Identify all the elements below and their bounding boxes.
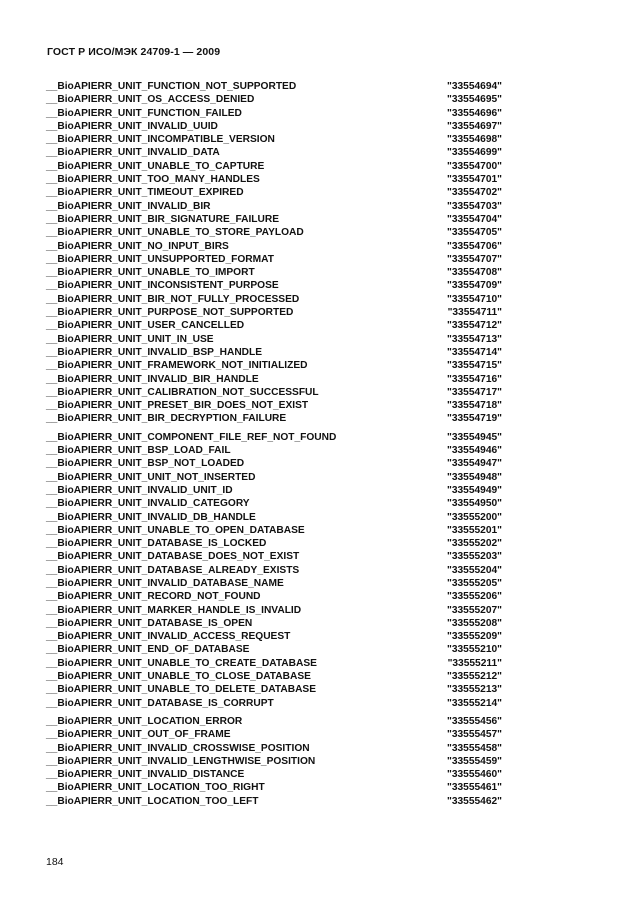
error-code-name: __BioAPIERR_UNIT_DATABASE_IS_OPEN [46,617,253,629]
error-code-value: "33554704" [447,213,502,225]
error-code-value: "33554701" [447,174,502,186]
error-code-name: __BioAPIERR_UNIT_UNIT_IN_USE [46,333,214,345]
error-code-row [46,781,502,794]
error-code-row [46,768,502,781]
error-code-value: "33554719" [447,413,502,425]
error-code-row [46,373,502,386]
error-code-value: "33555458" [447,742,502,754]
error-code-value: "33555204" [447,564,502,576]
error-code-name: __BioAPIERR_UNIT_FUNCTION_FAILED [46,107,242,119]
error-code-value: "33554707" [447,253,502,265]
error-code-name: __BioAPIERR_UNIT_INVALID_UNIT_ID [46,484,233,496]
error-code-value: "33555460" [447,769,502,781]
error-code-group [46,80,502,426]
error-code-row [46,457,502,470]
error-code-row [46,497,502,510]
error-code-value: "33554711" [447,307,502,319]
error-code-row [46,484,502,497]
error-code-value: "33554950" [447,498,502,510]
error-code-name: __BioAPIERR_UNIT_DATABASE_IS_LOCKED [46,538,267,550]
error-code-row [46,670,502,683]
error-code-name: __BioAPIERR_UNIT_BIR_SIGNATURE_FAILURE [46,213,280,225]
error-code-row [46,577,502,590]
error-code-name: __BioAPIERR_UNIT_LOCATION_ERROR [46,715,243,727]
error-code-name: __BioAPIERR_UNIT_INCOMPATIBLE_VERSION [46,134,275,146]
error-code-value: "33554718" [447,400,502,412]
error-code-row [46,630,502,643]
error-code-row [46,319,502,332]
error-code-name: __BioAPIERR_UNIT_UNABLE_TO_CREATE_DATABASE [46,657,317,669]
error-code-row [46,471,502,484]
page-number: 184 [46,856,64,868]
error-code-value: "33555201" [447,524,502,536]
error-code-name: __BioAPIERR_UNIT_UNIT_NOT_INSERTED [46,471,256,483]
error-code-row [46,399,502,412]
error-code-row [46,742,502,755]
error-code-name: __BioAPIERR_UNIT_RECORD_NOT_FOUND [46,591,261,603]
error-code-value: "33554706" [447,240,502,252]
error-code-row [46,795,502,808]
error-code-value: "33554697" [447,120,502,132]
error-code-value: "33554703" [447,200,502,212]
error-code-name: __BioAPIERR_UNIT_FUNCTION_NOT_SUPPORTED [46,81,297,92]
error-code-value: "33555206" [447,591,502,603]
error-code-name: __BioAPIERR_UNIT_INVALID_CROSSWISE_POSITION [46,742,310,754]
error-code-row [46,444,502,457]
error-code-row [46,550,502,563]
error-code-name: __BioAPIERR_UNIT_END_OF_DATABASE [46,644,250,656]
error-code-value: "33554708" [447,267,502,279]
error-code-name: __BioAPIERR_UNIT_INVALID_BSP_HANDLE [46,346,263,358]
error-code-value: "33554945" [447,431,502,443]
error-code-name: __BioAPIERR_UNIT_INVALID_CATEGORY [46,498,250,510]
error-code-name: __BioAPIERR_UNIT_INCONSISTENT_PURPOSE [46,280,279,292]
error-code-row [46,617,502,630]
error-code-value: "33555462" [447,795,502,807]
error-code-row [46,306,502,319]
error-code-group [46,715,502,808]
error-code-value: "33554946" [447,445,502,457]
error-code-row [46,511,502,524]
error-code-name: __BioAPIERR_UNIT_INVALID_LENGTHWISE_POSITION [46,755,316,767]
error-code-value: "33555205" [447,577,502,589]
error-code-row [46,524,502,537]
error-code-name: __BioAPIERR_UNIT_DATABASE_DOES_NOT_EXIST [46,551,300,563]
error-code-row [46,279,502,292]
error-code-row [46,186,502,199]
error-code-name: __BioAPIERR_UNIT_INVALID_DB_HANDLE [46,511,256,523]
error-code-value: "33554700" [447,160,502,172]
error-code-value: "33555203" [447,551,502,563]
error-code-row [46,213,502,226]
error-code-name: __BioAPIERR_UNIT_TOO_MANY_HANDLES [46,174,260,186]
error-code-value: "33554698" [447,134,502,146]
error-code-name: __BioAPIERR_UNIT_CALIBRATION_NOT_SUCCESSFUL [46,386,319,398]
error-code-name: __BioAPIERR_UNIT_OS_ACCESS_DENIED [46,94,255,106]
error-code-value: "33554694" [447,81,502,92]
error-code-name: __BioAPIERR_UNIT_BSP_NOT_LOADED [46,458,245,470]
error-code-value: "33555200" [447,511,502,523]
error-code-row [46,173,502,186]
error-code-name: __BioAPIERR_UNIT_UNABLE_TO_CAPTURE [46,160,265,172]
error-code-row [46,590,502,603]
error-code-value: "33555210" [447,644,502,656]
error-code-value: "33554702" [447,187,502,199]
error-code-row [46,728,502,741]
error-code-name: __BioAPIERR_UNIT_DATABASE_ALREADY_EXISTS [46,564,300,576]
error-code-row [46,160,502,173]
error-code-name: __BioAPIERR_UNIT_PURPOSE_NOT_SUPPORTED [46,307,294,319]
error-code-value: "33554713" [447,333,502,345]
error-code-name: __BioAPIERR_UNIT_BIR_NOT_FULLY_PROCESSED [46,293,300,305]
error-code-row [46,293,502,306]
error-code-name: __BioAPIERR_UNIT_INVALID_DATABASE_NAME [46,577,284,589]
error-code-value: "33555213" [447,684,502,696]
error-code-name: __BioAPIERR_UNIT_UNABLE_TO_OPEN_DATABASE [46,524,305,536]
error-code-row [46,120,502,133]
error-code-name: __BioAPIERR_UNIT_INVALID_DATA [46,147,220,159]
error-code-row [46,412,502,425]
error-code-row [46,657,502,670]
error-code-row [46,93,502,106]
error-code-row [46,604,502,617]
document-header: ГОСТ Р ИСО/МЭК 24709-1 — 2009 [47,46,221,58]
error-code-row [46,146,502,159]
error-code-group [46,431,502,710]
error-code-row [46,643,502,656]
error-code-row [46,715,502,728]
error-code-name: __BioAPIERR_UNIT_INVALID_BIR [46,200,211,212]
error-code-value: "33555214" [447,697,502,709]
error-code-value: "33555457" [447,729,502,741]
error-code-name: __BioAPIERR_UNIT_BIR_DECRYPTION_FAILURE [46,413,287,425]
error-code-value: "33554712" [447,320,502,332]
error-code-row [46,253,502,266]
error-code-row [46,240,502,253]
error-code-value: "33554715" [447,360,502,372]
error-code-value: "33555202" [447,538,502,550]
error-code-row [46,333,502,346]
error-code-name: __BioAPIERR_UNIT_INVALID_DISTANCE [46,769,245,781]
error-code-name: __BioAPIERR_UNIT_USER_CANCELLED [46,320,245,332]
error-code-value: "33554947" [447,458,502,470]
error-code-value: "33554948" [447,471,502,483]
error-code-list [46,80,502,808]
error-code-row [46,537,502,550]
error-code-value: "33555212" [447,671,502,683]
error-code-row [46,226,502,239]
error-code-value: "33555209" [447,631,502,643]
error-code-value: "33554705" [447,227,502,239]
error-code-row [46,266,502,279]
error-code-value: "33554696" [447,107,502,119]
error-code-name: __BioAPIERR_UNIT_BSP_LOAD_FAIL [46,445,231,457]
error-code-row [46,80,502,93]
error-code-name: __BioAPIERR_UNIT_LOCATION_TOO_LEFT [46,795,259,807]
error-code-row [46,200,502,213]
error-code-value: "33554699" [447,147,502,159]
error-code-name: __BioAPIERR_UNIT_INVALID_ACCESS_REQUEST [46,631,291,643]
error-code-value: "33554949" [447,484,502,496]
error-code-value: "33555207" [447,604,502,616]
error-code-value: "33554716" [447,373,502,385]
error-code-row [46,683,502,696]
error-code-name: __BioAPIERR_UNIT_NO_INPUT_BIRS [46,240,229,252]
error-code-name: __BioAPIERR_UNIT_UNABLE_TO_DELETE_DATABASE [46,684,317,696]
error-code-name: __BioAPIERR_UNIT_COMPONENT_FILE_REF_NOT_FOUND [46,431,337,443]
error-code-value: "33554695" [447,94,502,106]
error-code-name: __BioAPIERR_UNIT_INVALID_UUID [46,120,218,132]
error-code-row [46,107,502,120]
error-code-name: __BioAPIERR_UNIT_INVALID_BIR_HANDLE [46,373,259,385]
error-code-value: "33555208" [447,617,502,629]
error-code-value: "33555459" [447,755,502,767]
error-code-name: __BioAPIERR_UNIT_UNABLE_TO_IMPORT [46,267,255,279]
error-code-row [46,697,502,710]
error-code-row [46,564,502,577]
error-code-value: "33554717" [447,386,502,398]
error-code-name: __BioAPIERR_UNIT_UNSUPPORTED_FORMAT [46,253,274,265]
error-code-name: __BioAPIERR_UNIT_DATABASE_IS_CORRUPT [46,697,274,709]
error-code-value: "33554714" [447,346,502,358]
error-code-value: "33554709" [447,280,502,292]
error-code-name: __BioAPIERR_UNIT_LOCATION_TOO_RIGHT [46,782,265,794]
error-code-value: "33554710" [447,293,502,305]
error-code-name: __BioAPIERR_UNIT_PRESET_BIR_DOES_NOT_EXIST [46,400,309,412]
error-code-row [46,431,502,444]
error-code-name: __BioAPIERR_UNIT_UNABLE_TO_CLOSE_DATABASE [46,671,311,683]
error-code-name: __BioAPIERR_UNIT_FRAMEWORK_NOT_INITIALIZED [46,360,308,372]
error-code-name: __BioAPIERR_UNIT_OUT_OF_FRAME [46,729,231,741]
error-code-row [46,133,502,146]
error-code-value: "33555456" [447,715,502,727]
error-code-row [46,359,502,372]
error-code-row [46,755,502,768]
error-code-name: __BioAPIERR_UNIT_UNABLE_TO_STORE_PAYLOAD [46,227,304,239]
error-code-name: __BioAPIERR_UNIT_TIMEOUT_EXPIRED [46,187,244,199]
error-code-value: "33555461" [447,782,502,794]
error-code-row [46,346,502,359]
error-code-name: __BioAPIERR_UNIT_MARKER_HANDLE_IS_INVALID [46,604,302,616]
error-code-row [46,386,502,399]
error-code-value: "33555211" [447,657,502,669]
